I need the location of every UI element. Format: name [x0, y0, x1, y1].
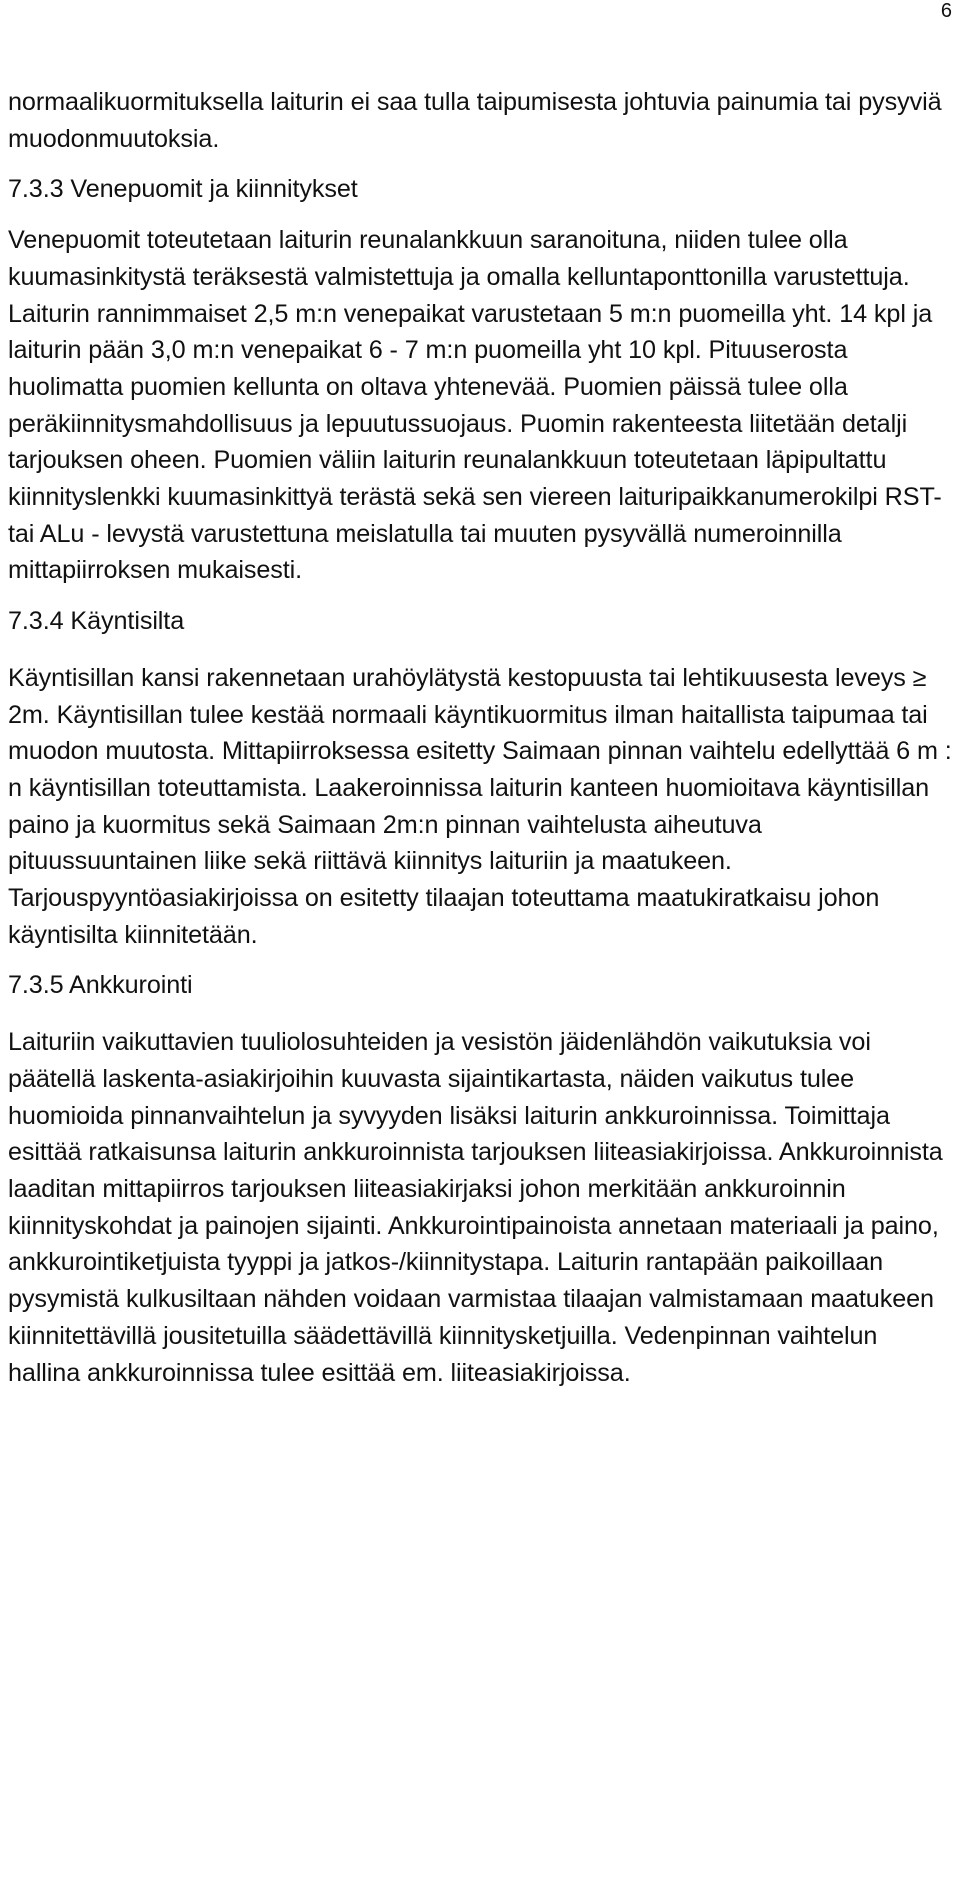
intro-paragraph: normaalikuormituksella laiturin ei saa tulla taipumisesta johtuvia painumia tai pysyviä muodonmuutoksia. — [8, 88, 942, 153]
section-heading-7-3-5: 7.3.5 Ankkurointi — [8, 971, 193, 1000]
page-number: 6 — [940, 0, 952, 22]
section-heading-7-3-3: 7.3.3 Venepuomit ja kiinnitykset — [8, 175, 358, 204]
document-body — [8, 84, 953, 1391]
section-paragraph-7-3-3: Venepuomit toteutetaan laiturin reunalankkuun saranoituna, niiden tulee olla kuumasinkitystä teräksestä valmistettuja ja omalla kelluntaponttonilla varustettuja. Laiturin rannimmaiset 2,5 m:n venepaikat varustetaan 5 m:n puomeilla yht. 14 kpl ja laiturin pään 3,0 m:n venepaikat 6 - 7 m:n puomeilla yht 10 kpl. Pituuserosta huolimatta puomien kellunta on oltava yhtenevää. Puomien päissä tulee olla peräkiinnitysmahdollisuus ja lepuutussuojaus. Puomin rakenteesta liitetään detalji tarjouksen oheen. Puomien väliin laiturin reunalankkuun toteutetaan läpipultattu kiinnityslenkki kuumasinkittyä terästä sekä sen viereen laituripaikkanumerokilpi RST-tai ALu - levystä varustettuna meislatulla tai muuten pysyvällä numeroinnilla mittapiirroksen mukaisesti. — [8, 226, 942, 585]
section-paragraph-7-3-4: Käyntisillan kansi rakennetaan urahöylätystä kestopuusta tai lehtikuusesta leveys ≥ 2m. Käyntisillan tulee kestää normaali käyntikuormitus ilman haitallista taipumaa tai muodon muutosta. Mittapiirroksessa esitetty Saimaan pinnan vaihtelu edellyttää 6 m : n käyntisillan toteuttamista. Laakeroinnissa laiturin kanteen huomioitava käyntisillan paino ja kuormitus sekä Saimaan 2m:n pinnan vaihtelusta aiheutuva pituussuuntainen liike sekä riittävä kiinnitys laituriin ja maatukeen. Tarjouspyyntöasiakirjoissa on esitetty tilaajan toteuttama maatukiratkaisu johon käyntisilta kiinnitetään. — [8, 663, 952, 949]
section-paragraph-7-3-5: Laituriin vaikuttavien tuuliolosuhteiden ja vesistön jäidenlähdön vaikutuksia voi päätellä laskenta-asiakirjoihin kuuvasta sijaintikartasta, näiden vaikutus tulee huomioida pinnanvaihtelun ja syvyyden lisäksi laiturin ankkuroinnissa. Toimittaja esittää ratkaisunsa laiturin ankkuroinnista tarjouksen liiteasiakirjoissa. Ankkuroinnista laaditan mittapiirros tarjouksen liiteasiakirjaksi johon merkitään ankkuroinnin kiinnityskohdat ja painojen sijainti. Ankkurointipainoista annetaan materiaali ja paino, ankkurointiketjuista tyyppi ja jatkos-/kiinnitystapa. Laiturin rantapään paikoillaan pysymistä kulkusiltaan nähden voidaan varmistaa tilaajan valmistamaan maatukeen kiinnitettävillä jousitetuilla säädettävillä kiinnitysketjuilla. Vedenpinnan vaihtelun hallina ankkuroinnissa tulee esittää em. liiteasiakirjoissa. — [8, 1028, 943, 1387]
section-heading-7-3-4: 7.3.4 Käyntisilta — [8, 607, 185, 636]
